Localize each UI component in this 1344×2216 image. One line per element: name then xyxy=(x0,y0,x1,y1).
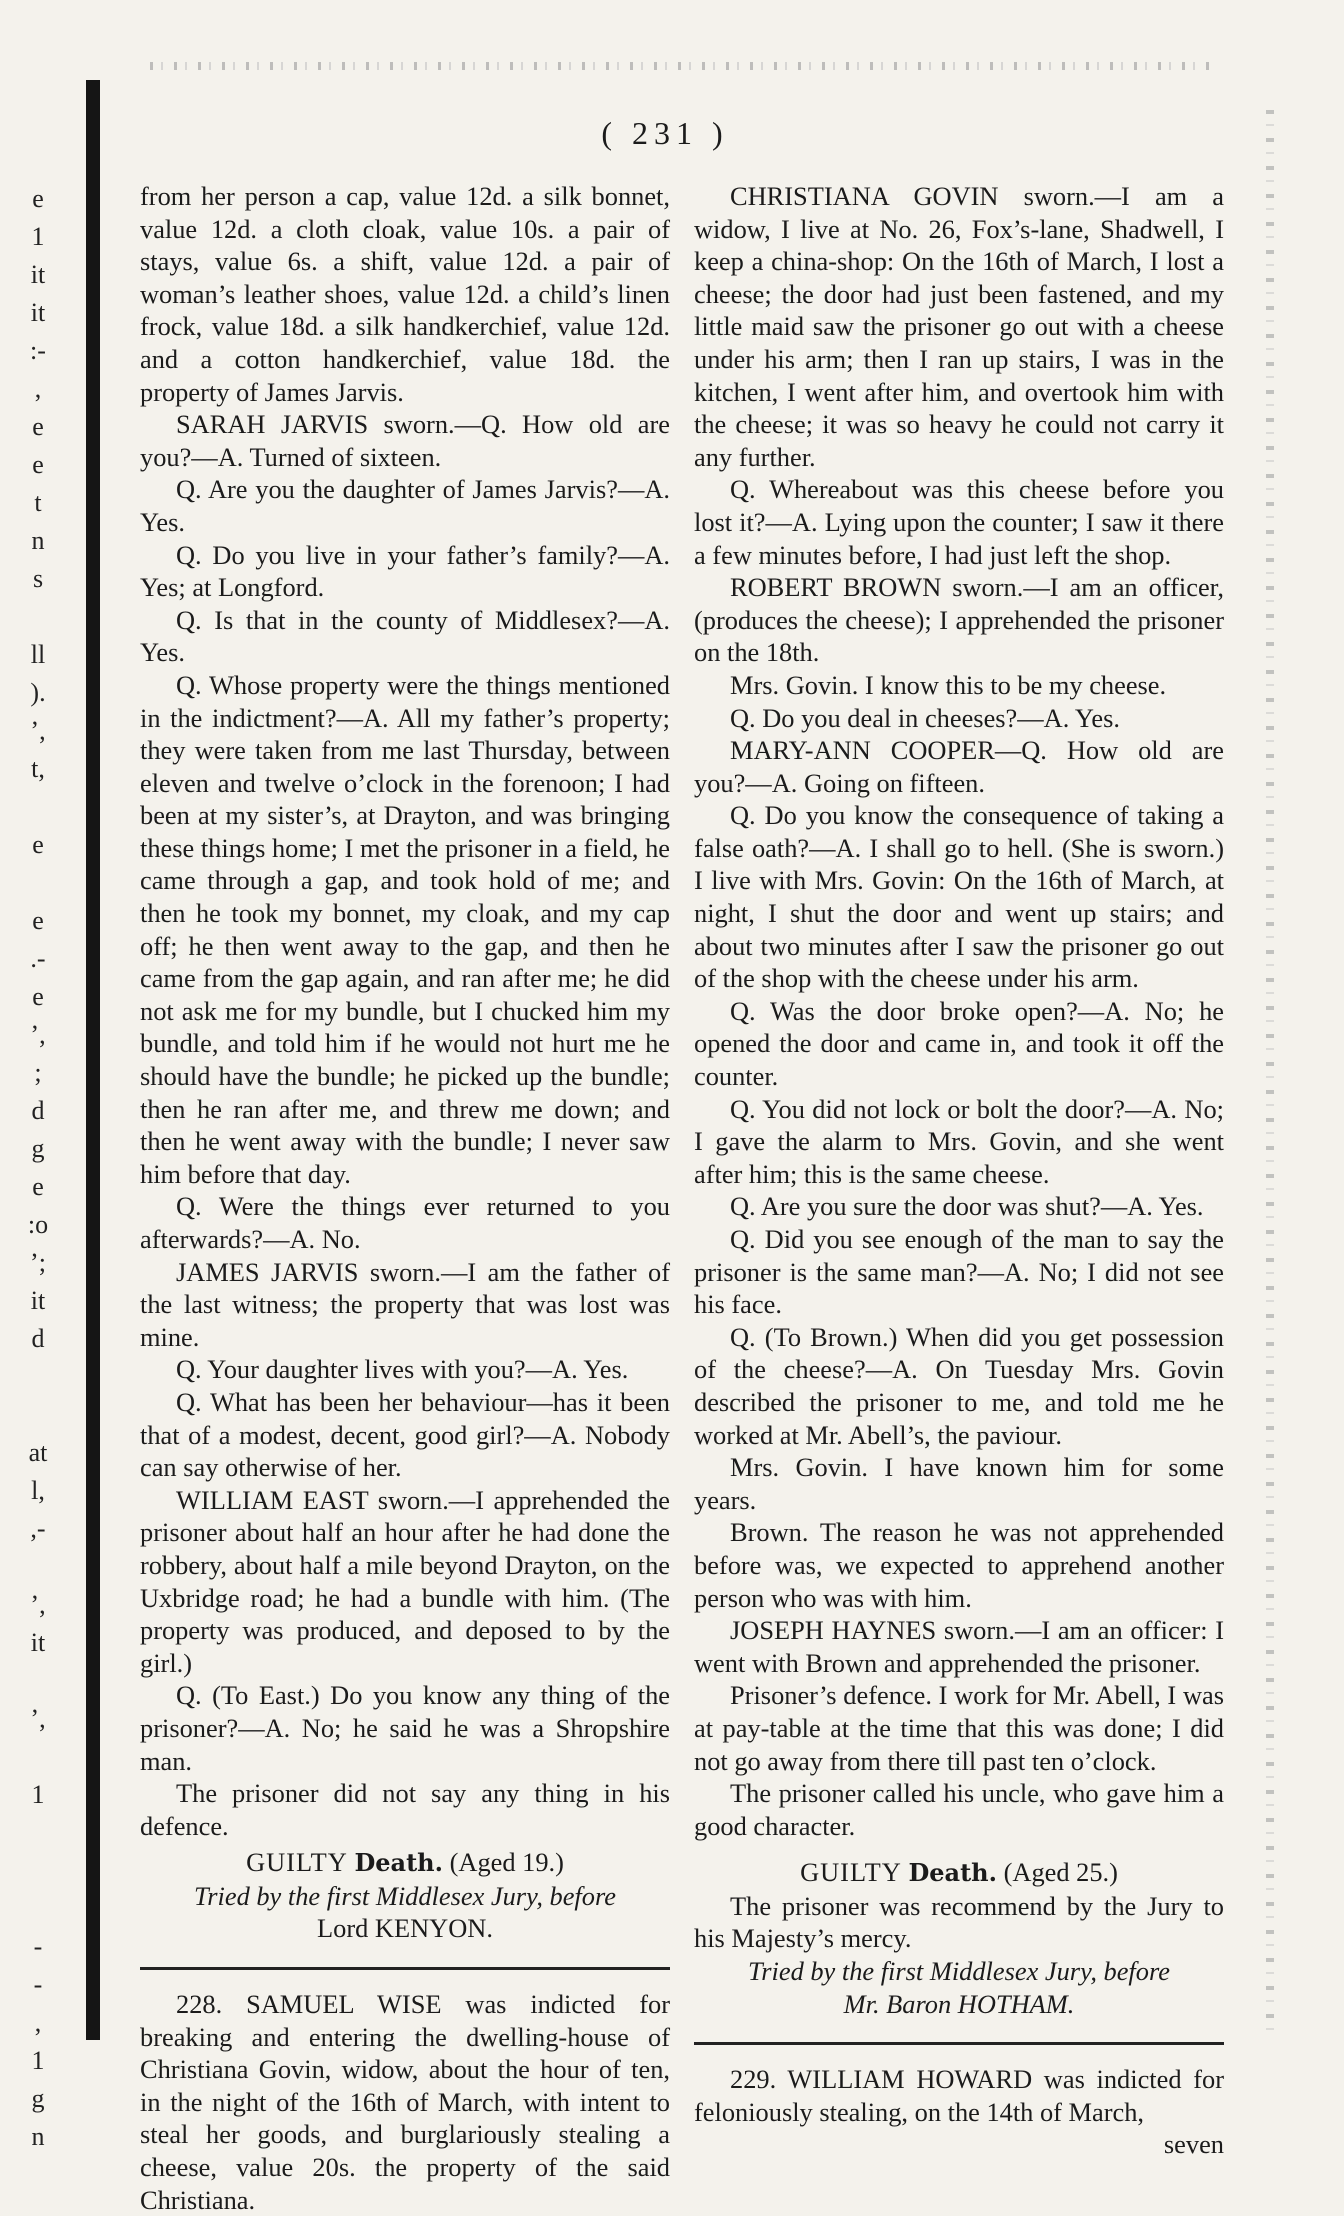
margin-fragment: it xyxy=(30,1628,46,1657)
margin-fragment xyxy=(8,1890,68,1928)
margin-fragment: :o xyxy=(27,1210,49,1239)
right-paragraph: Q. Do you know the consequence of taking a false oath?—A. I shall go to hell. (She is sworn.) I live with Mrs. Govin: On the 16th of March, at night, I shut the door and went up stairs; and about two minutes after I saw the prisoner go out of the shop with the cheese under his arm. xyxy=(694,800,1224,994)
margin-fragment xyxy=(8,1358,68,1396)
verdict-age: (Aged 25.) xyxy=(1003,1857,1118,1888)
margin-fragment: , xyxy=(34,374,42,403)
right-paragraph: Q. Do you deal in cheeses?—A. Yes. xyxy=(730,702,1120,733)
margin-fragment: e xyxy=(32,1172,44,1201)
right-paragraph: Q. Did you see enough of the man to say the prisoner is the same man?—A. No; I did not see his face. xyxy=(694,1224,1224,1320)
verdict-death: Death. xyxy=(354,1848,443,1878)
margin-fragment: .- xyxy=(30,944,46,973)
margin-fragment: e xyxy=(32,906,44,935)
right-paragraph: Q. Was the door broke open?—A. No; he opened the door and came in, and took it off the counter. xyxy=(694,995,1224,1092)
margin-fragment: ’, xyxy=(30,1704,46,1733)
margin-fragment: ’, xyxy=(30,1020,46,1049)
margin-fragment: e xyxy=(32,184,44,213)
case-228: 228. SAMUEL WISE was indicted for breaking and entering the dwelling-house of Christiana Govin, widow, about the hour of ten, in the night of the 16th of March, with intent to steal her goods, and burglariously stealing a cheese, value 20s. the property of the said Christiana. xyxy=(140,1989,670,2215)
left-column xyxy=(140,180,670,2215)
left-paragraph: JAMES JARVIS sworn.—I am the father of the last witness; the property that was lost was mine. xyxy=(140,1256,670,1352)
margin-fragment: 1 xyxy=(31,1780,45,1809)
margin-fragment xyxy=(8,1396,68,1434)
case-divider xyxy=(694,2042,1224,2045)
left-paragraph: Q. Were the things ever returned to you afterwards?—A. No. xyxy=(140,1191,670,1254)
case-229: 229. WILLIAM HOWARD was indicted for feloniously stealing, on the 14th of March, xyxy=(694,2064,1224,2127)
right-verdict-line xyxy=(694,1856,1224,1890)
margin-fragment: it xyxy=(30,1286,46,1315)
margin-fragment: t, xyxy=(31,754,45,783)
margin-fragment xyxy=(8,788,68,826)
page-number: ( 231 ) xyxy=(601,115,729,151)
catchword: seven xyxy=(1163,2129,1224,2160)
margin-fragment: g xyxy=(31,2084,45,2113)
margin-fragment: d xyxy=(31,1324,45,1353)
margin-fragment xyxy=(8,864,68,902)
margin-fragment: , xyxy=(34,2008,42,2037)
right-column xyxy=(694,180,1224,2160)
right-tried-by: Tried by the first Middlesex Jury, before xyxy=(748,1956,1170,1987)
recommendation: The prisoner was recommend by the Jury to his Majesty’s mercy. xyxy=(694,1890,1224,1954)
margin-fragment: ; xyxy=(34,1058,42,1087)
margin-fragment: 1 xyxy=(31,222,45,251)
margin-fragment: it xyxy=(30,260,46,289)
verdict-guilty: GUILTY xyxy=(246,1847,348,1878)
margin-fragment: s xyxy=(32,564,44,593)
margin-fragment: e xyxy=(32,982,44,1011)
left-judge: Lord KENYON. xyxy=(317,1913,493,1944)
scan-artifact-right xyxy=(1266,110,1274,2040)
margin-fragment xyxy=(8,1662,68,1700)
margin-fragment: at xyxy=(28,1438,48,1467)
right-paragraph: Prisoner’s defence. I work for Mr. Abell, I was at pay-table at the time that this was done; I did not go away from there till past ten o’clock. xyxy=(694,1680,1224,1776)
left-paragraph: SARAH JARVIS sworn.—Q. How old are you?—A. Turned of sixteen. xyxy=(140,409,670,472)
verdict-death: Death. xyxy=(908,1858,997,1888)
left-paragraphs xyxy=(140,180,670,1842)
margin-fragment: 1 xyxy=(31,2046,45,2075)
right-paragraph: Q. (To Brown.) When did you get possession of the cheese?—A. On Tuesday Mrs. Govin described the prisoner to me, and told me he worked at Mr. Abell’s, the paviour. xyxy=(694,1321,1224,1450)
margin-fragment xyxy=(8,1814,68,1852)
right-judge: Mr. Baron HOTHAM. xyxy=(843,1988,1075,2019)
right-paragraph: Q. Are you sure the door was shut?—A. Yes. xyxy=(730,1191,1204,1222)
left-paragraph: Q. Are you the daughter of James Jarvis?—A. Yes. xyxy=(140,474,670,537)
right-paragraph: Mrs. Govin. I have known him for some years. xyxy=(694,1452,1224,1515)
right-paragraph: Q. Whereabout was this cheese before you lost it?—A. Lying upon the counter; I saw it there a few minutes before, I had just left the shop. xyxy=(694,474,1224,570)
case-divider xyxy=(140,1967,670,1970)
margin-fragment: e xyxy=(32,450,44,479)
right-paragraph: Brown. The reason he was not apprehended before was, we expected to apprehend another person who was with him. xyxy=(694,1517,1224,1613)
right-paragraphs xyxy=(694,180,1224,1842)
left-verdict-line xyxy=(140,1846,670,1880)
left-paragraph: Q. Do you live in your father’s family?—A. Yes; at Longford. xyxy=(140,539,670,603)
margin-fragment: - xyxy=(33,1932,43,1961)
right-paragraph: Q. You did not lock or bolt the door?—A. No; I gave the alarm to Mrs. Govin, and she went after him; this is the same cheese. xyxy=(694,1093,1224,1189)
margin-fragment: ’, xyxy=(30,1590,46,1619)
margin-fragment: g xyxy=(31,1134,45,1163)
left-paragraph: Q. Whose property were the things mentioned in the indictment?—A. All my father’s property; they were taken from me last Thursday, between eleven and twelve o’clock in the forenoon; I had been at my sister’s, at Drayton, and was bringing these things home; I met the prisoner in a field, he came through a gap, and took hold of me; and then he took my bonnet, my cloak, and my cap off; he then went away to the gap, and then he came from the gap again, and ran after me; he did not ask me for my bundle, but I chucked him my bundle, and told him if he would not hurt me he should have the bundle; he picked up the bundle; then he ran after me, and threw me down; and then he went away with the bundle; I never saw him before that day. xyxy=(140,669,670,1189)
left-paragraph: Q. Your daughter lives with you?—A. Yes. xyxy=(176,1354,629,1385)
left-paragraph: The prisoner did not say any thing in his defence. xyxy=(140,1778,670,1841)
margin-fragment: e xyxy=(32,830,44,859)
margin-fragment: - xyxy=(33,1970,43,1999)
margin-fragment xyxy=(8,1852,68,1890)
left-tried-by: Tried by the first Middlesex Jury, before xyxy=(194,1880,616,1911)
margin-fragment: ll xyxy=(30,640,46,669)
left-paragraph: Q. Is that in the county of Middlesex?—A. Yes. xyxy=(140,604,670,668)
margin-fragment: ,- xyxy=(30,1514,46,1543)
margin-fragment: :- xyxy=(30,336,46,365)
right-paragraph: CHRISTIANA GOVIN sworn.—I am a widow, I live at No. 26, Fox’s-lane, Shadwell, I keep a china-shop: On the 16th of March, I lost a cheese; the door had just been fastened, and my little maid saw the prisoner go out with a cheese under his arm; then I ran up stairs, I was in the kitchen, I went after him, and overtook him with the cheese; it was so heavy he could not carry it any further. xyxy=(694,181,1224,472)
margin-fragment xyxy=(8,1738,68,1776)
verdict-age: (Aged 19.) xyxy=(449,1847,564,1878)
margin-fragment: n xyxy=(31,2122,45,2151)
right-paragraph: JOSEPH HAYNES sworn.—I am an officer: I went with Brown and apprehended the prisoner. xyxy=(694,1615,1224,1678)
facing-page-fragments xyxy=(8,180,68,2151)
left-paragraph: Q. (To East.) Do you know any thing of the prisoner?—A. No; he said he was a Shropshire man. xyxy=(140,1680,670,1776)
margin-fragment xyxy=(8,598,68,636)
margin-fragment: d xyxy=(31,1096,45,1125)
right-paragraph: MARY-ANN COOPER—Q. How old are you?—A. Going on fifteen. xyxy=(694,735,1224,798)
margin-fragment: ’, xyxy=(30,716,46,745)
margin-fragment: n xyxy=(31,526,45,555)
right-paragraph: ROBERT BROWN sworn.—I am an officer, (produces the cheese); I apprehended the prisoner on the 18th. xyxy=(694,572,1224,668)
margin-fragment: t xyxy=(34,488,42,517)
left-paragraph: WILLIAM EAST sworn.—I apprehended the prisoner about half an hour after he had done the robbery, about half a mile beyond Drayton, on the Uxbridge road; he had a bundle with him. (The property was produced, and deposed to by the girl.) xyxy=(140,1484,670,1678)
margin-fragment: e xyxy=(32,412,44,441)
right-paragraph: The prisoner called his uncle, who gave him a good character. xyxy=(694,1778,1224,1841)
right-paragraph: Mrs. Govin. I know this to be my cheese. xyxy=(730,669,1167,700)
margin-fragment: ). xyxy=(30,678,46,707)
binding-shadow xyxy=(86,80,100,2040)
margin-fragment: ’; xyxy=(30,1248,46,1277)
verdict-guilty: GUILTY xyxy=(800,1857,902,1888)
margin-fragment: it xyxy=(30,298,46,327)
left-paragraph: from her person a cap, value 12d. a silk bonnet, value 12d. a cloth cloak, value 10s. a pair of stays, value 6s. a shift, value 12d. a pair of woman’s leather shoes, value 12d. a child’s linen frock, value 18d. a silk handkerchief, value 12d. and a cotton handkerchief, value 18d. the property of James Jarvis. xyxy=(140,181,670,407)
margin-fragment xyxy=(8,1548,68,1586)
left-paragraph: Q. What has been her behaviour—has it been that of a modest, decent, good girl?—A. Nobody can say otherwise of her. xyxy=(140,1386,670,1483)
margin-fragment: l, xyxy=(31,1476,45,1505)
scan-artifact-top xyxy=(150,62,1210,70)
